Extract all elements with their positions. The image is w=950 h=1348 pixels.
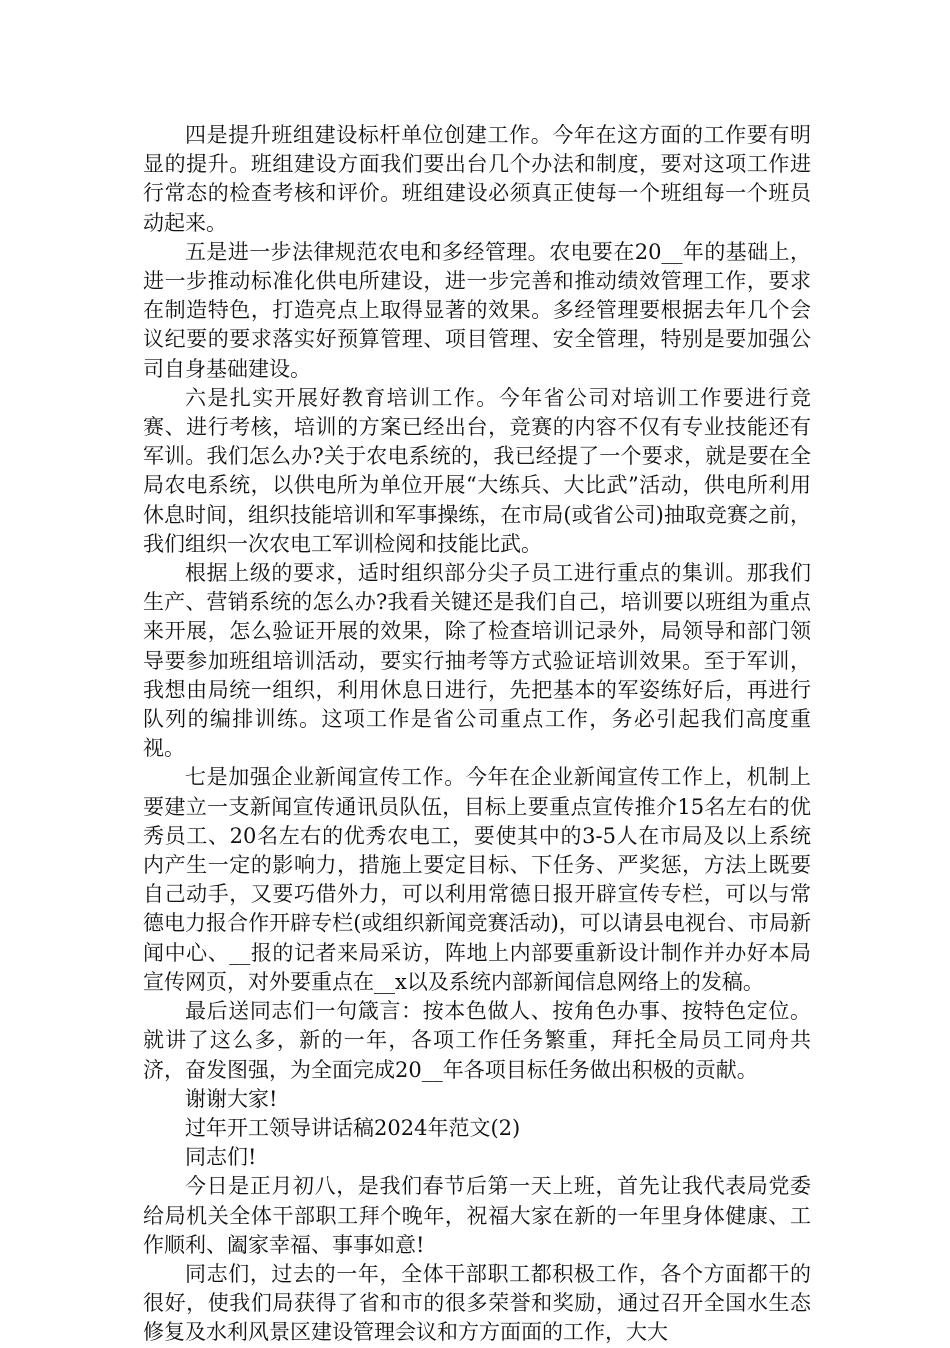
paragraph-past-year-review: 同志们，过去的一年，全体干部职工都积极工作，各个方面都干的很好，使我们局获得了省和市的很多荣誉和奖励，通过召开全国水生态修复及水利风景区建设管理会议和方方面面的工作，大大 (143, 1261, 811, 1345)
document-body (143, 121, 811, 1348)
paragraph-thanks: 谢谢大家! (185, 1086, 278, 1111)
paragraph-news-publicity: 七是加强企业新闻宣传工作。今年在企业新闻宣传工作上，机制上要建立一支新闻宣传通讯员队伍，目标上要重点宣传推介15名左右的优秀员工、20名左右的优秀农电工，要使其中的3-5人在市局及以上系统内产生一定的影响力，措施上要定目标、下任务、严奖惩，方法上既要自己动手，又要巧借外力，可以利用常德日报开辟宣传专栏，可以与常德电力报合作开辟专栏(或组织新闻竞赛活动)，可以请县电视台、市局新闻中心、__报的记者来局采访，阵地上内部要重新设计制作并办好本局宣传网页，对外要重点在__x以及系统内部新闻信息网络上的发稿。 (143, 765, 811, 994)
section-title: 过年开工领导讲话稿2024年范文(2) (185, 1115, 521, 1140)
paragraph-new-year-greeting: 今日是正月初八，是我们春节后第一天上班，首先让我代表局党委给局机关全体干部职工拜个晚年，祝福大家在新的一年里身体健康、工作顺利、阖家幸福、事事如意! (143, 1174, 811, 1257)
paragraph-team-building: 四是提升班组建设标杆单位创建工作。今年在这方面的工作要有明显的提升。班组建设方面我们要出台几个办法和制度，要对这项工作进行常态的检查考核和评价。班组建设必须真正使每一个班组每一个班员动起来。 (143, 123, 811, 235)
paragraph-training-requirements: 根据上级的要求，适时组织部分尖子员工进行重点的集训。那我们生产、营销系统的怎么办?我看关键还是我们自己，培训要以班组为重点来开展，怎么验证开展的效果，除了检查培训记录外，局领导和部门领导要参加班组培训活动，要实行抽考等方式验证培训效果。至于军训，我想由局统一组织，利用休息日进行，先把基本的军姿练好后，再进行队列的编排训练。这项工作是省公司重点工作，务必引起我们高度重视。 (143, 561, 811, 761)
paragraph-salutation: 同志们! (185, 1145, 257, 1170)
paragraph-education-training: 六是扎实开展好教育培训工作。今年省公司对培训工作要进行竞赛、进行考核，培训的方案已经出台，竞赛的内容不仅有专业技能还有军训。我们怎么办?关于农电系统的，我已经提了一个要求，就是要在全局农电系统，以供电所为单位开展“大练兵、大比武”活动，供电所利用休息时间，组织技能培训和军事操练，在市局(或省公司)抽取竞赛之前，我们组织一次农电工军训检阅和技能比武。 (143, 385, 811, 556)
paragraph-rural-power-management: 五是进一步法律规范农电和多经管理。农电要在20__年的基础上，进一步推动标准化供电所建设，进一步完善和推动绩效管理工作，要求在制造特色，打造亮点上取得显著的效果。多经管理要根据去年几个会议纪要的要求落实好预算管理、项目管理、安全管理，特别是要加强公司自身基础建设。 (143, 239, 811, 381)
paragraph-closing-motto: 最后送同志们一句箴言：按本色做人、按角色办事、按特色定位。就讲了这么多，新的一年，各项工作任务繁重，拜托全局员工同舟共济，奋发图强，为全面完成20__年各项目标任务做出积极的贡献。 (143, 999, 811, 1082)
